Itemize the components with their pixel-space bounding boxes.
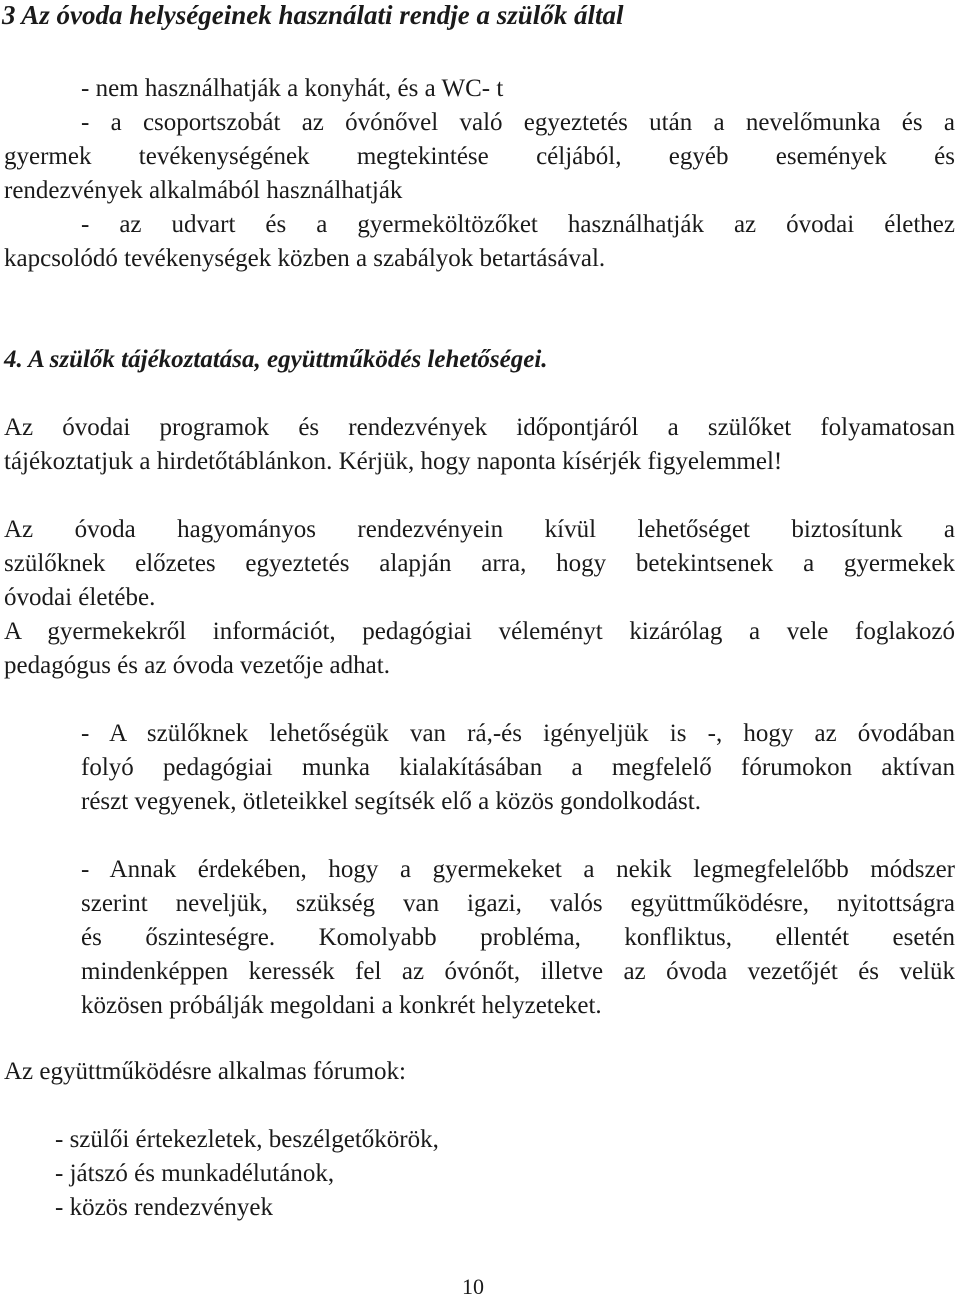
page-number: 10 [462, 1274, 484, 1299]
bullet-cooperation-line1: - Annak érdekében, hogy a gyermekeket a nekik legmegfelelőbb módszer [81, 856, 955, 883]
paragraph-events-line2: szülőknek előzetes egyeztetés alapján arra, hogy betekintsenek a gyermekek [4, 550, 955, 577]
bullet-parents-line1: - A szülőknek lehetőségük van rá,-és igényeljük is -, hogy az óvodában [81, 720, 955, 747]
paragraph-programs-line2: tájékoztatjuk a hirdetőtáblánkon. Kérjük, hogy naponta kísérjék figyelemmel! [4, 448, 783, 475]
forums-intro: Az együttműködésre alkalmas fórumok: [4, 1058, 406, 1085]
paragraph-info-line2: pedagógus és az óvoda vezetője adhat. [4, 652, 390, 679]
paragraph-info-line1: A gyermekekről információt, pedagógiai véleményt kizárólag a vele foglakozó [4, 618, 955, 645]
bullet-cooperation-line5: közösen próbálják megoldani a konkrét helyzeteket. [81, 992, 602, 1019]
section-3-heading: 3 Az óvoda helységeinek használati rendje a szülők által [2, 0, 624, 30]
section-4-heading: 4. A szülők tájékoztatása, együttműködés lehetőségei. [4, 346, 548, 373]
list-item-yard-cont: kapcsolódó tevékenységek közben a szabályok betartásával. [4, 245, 606, 272]
list-item-grouproom-end: rendezvények alkalmából használhatják [4, 177, 403, 204]
bullet-cooperation-line2: szerint neveljük, szükség van igazi, valós együttműködésre, nyitottságra [81, 890, 955, 917]
paragraph-programs-line1: Az óvodai programok és rendezvények időpontjáról a szülőket folyamatosan [4, 414, 955, 441]
forum-item-events: - közös rendezvények [55, 1194, 273, 1221]
list-item-grouproom-cont: gyermek tevékenységének megtekintése céljából, egyéb események és [4, 143, 955, 170]
list-item-yard: - az udvart és a gyermeköltözőket használhatják az óvodai élethez [81, 211, 955, 238]
paragraph-events-line1: Az óvoda hagyományos rendezvényein kívül lehetőséget biztosítunk a [4, 516, 955, 543]
bullet-parents-line3: részt vegyenek, ötleteikkel segítsék elő a közös gondolkodást. [81, 788, 701, 815]
paragraph-events-line3: óvodai életébe. [4, 584, 156, 611]
forum-item-afternoons: - játszó és munkadélutánok, [55, 1160, 335, 1187]
bullet-parents-line2: folyó pedagógiai munka kialakításában a megfelelő fórumokon aktívan [81, 754, 955, 781]
bullet-cooperation-line3: és őszinteségre. Komolyabb probléma, konfliktus, ellentét esetén [81, 924, 955, 951]
list-item-kitchen: - nem használhatják a konyhát, és a WC- t [81, 75, 504, 102]
bullet-cooperation-line4: mindenképpen keressék fel az óvónőt, illetve az óvoda vezetőjét és velük [81, 958, 955, 985]
list-item-grouproom: - a csoportszobát az óvónővel való egyeztetés után a nevelőmunka és a [81, 109, 955, 136]
forum-item-meetings: - szülői értekezletek, beszélgetőkörök, [55, 1126, 439, 1153]
